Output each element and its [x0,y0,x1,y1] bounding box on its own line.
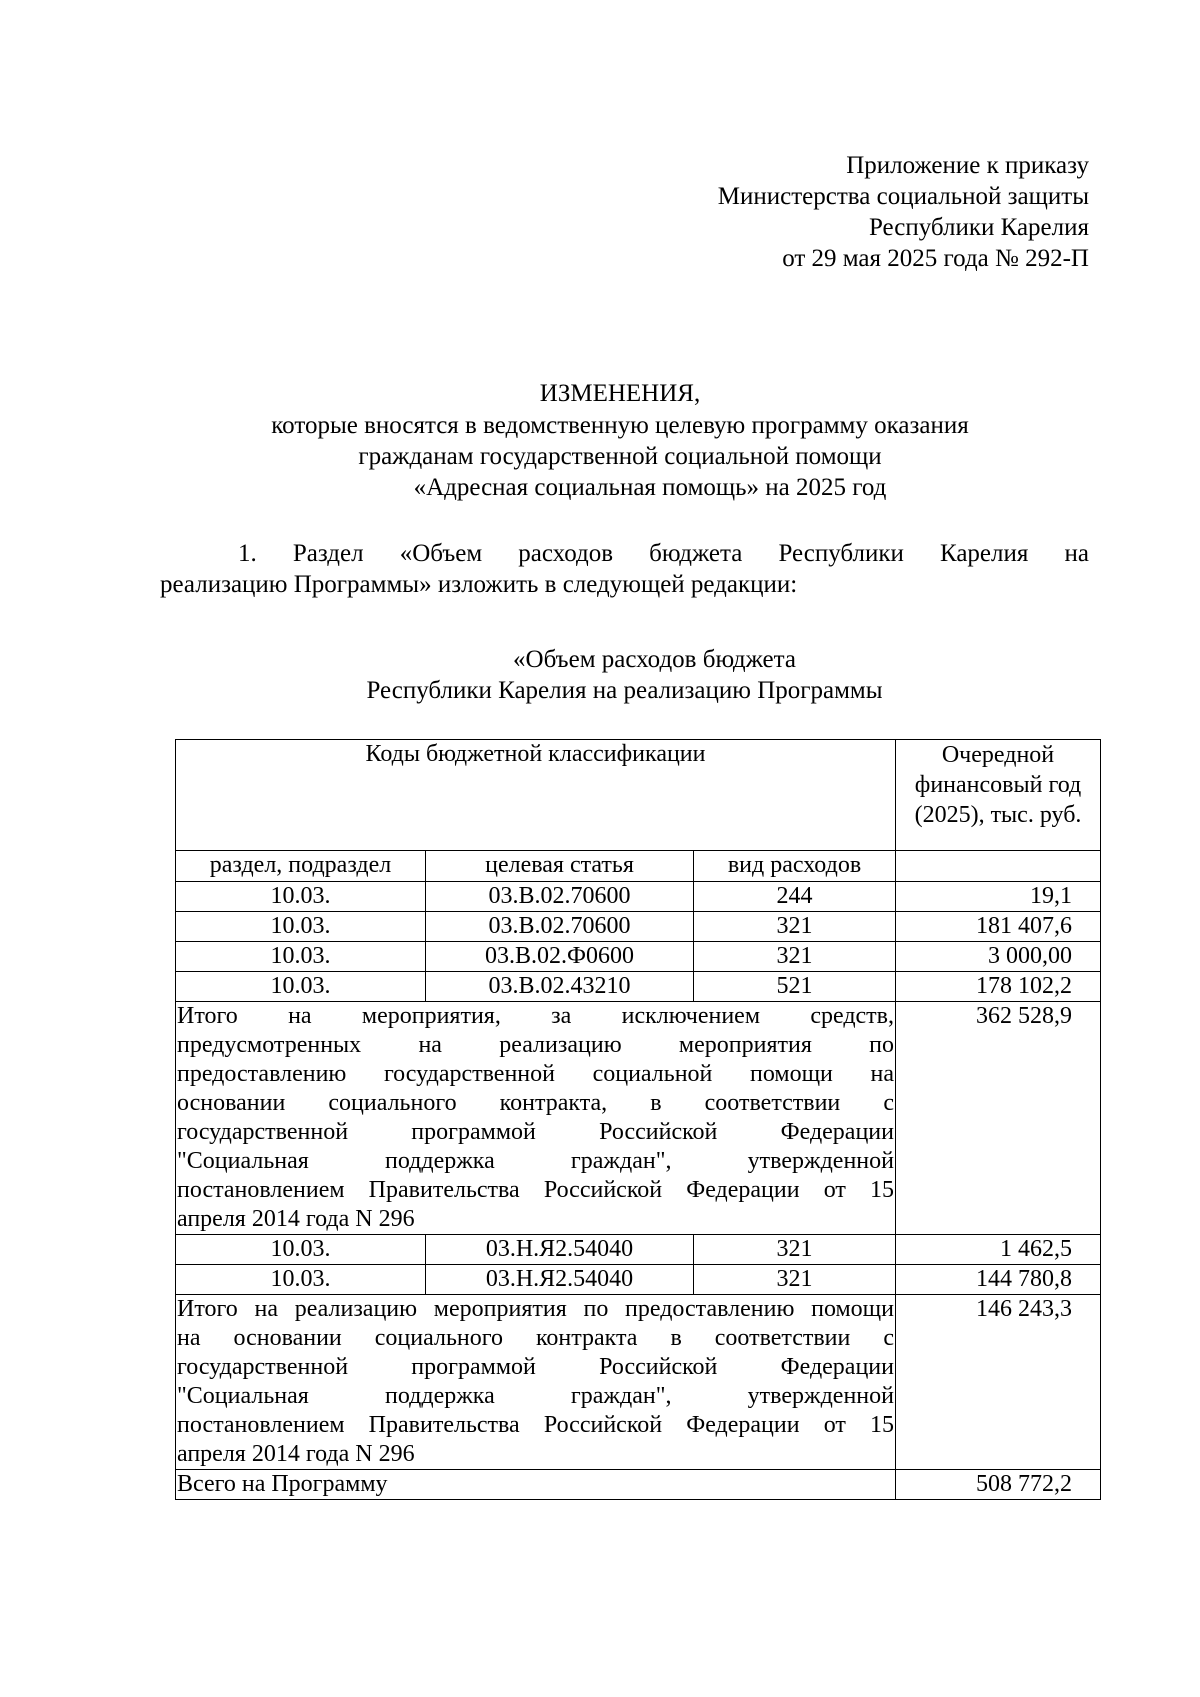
subtotal-line: "Социальная поддержка граждан", утвержденной [177,1148,894,1174]
caption-line: Республики Карелия на реализацию Программы [366,677,883,704]
table-column-row [176,851,1101,882]
subtotal-row [176,1002,1101,1235]
table-row [176,912,1101,942]
subtotal-line: основании социального контракта, в соответствии с [177,1090,894,1116]
cell-type: 321 [694,1235,896,1265]
subtotal-line: Итого на мероприятия, за исключением средств, [177,1003,894,1029]
section-word: «Объем [399,540,483,567]
cell-section: 10.03. [176,1265,426,1295]
cell-type: 244 [694,882,896,912]
subtotal-line: постановлением Правительства Российской Федерации от 15 [177,1412,894,1438]
cell-section: 10.03. [176,1235,426,1265]
cell-amount: 178 102,2 [896,972,1101,1002]
subtotal-line: предусмотренных на реализацию мероприятия по [177,1032,894,1058]
cell-type: 321 [694,1265,896,1295]
subtotal-line: предоставлению государственной социальной помощи на [177,1061,894,1087]
appendix-block [718,150,1089,274]
column-header: целевая статья [426,851,694,882]
subtotal-row [176,1295,1101,1470]
cell-amount: 3 000,00 [896,942,1101,972]
section-number: 1. [238,540,257,567]
subtotal-line: Итого на реализацию мероприятия по предоставлению помощи [177,1296,894,1322]
table-row [176,1265,1101,1295]
caption-line: «Объем расходов бюджета [513,646,796,673]
title-heading: ИЗМЕНЕНИЯ, [539,380,701,407]
appendix-order-date: от 29 мая 2025 года № 292-П [782,245,1089,272]
section-line-2: реализацию Программы» изложить в следующей редакции: [160,571,798,598]
cell-article: 03.В.02.Ф0600 [426,942,694,972]
subtotal-amount: 362 528,9 [896,1002,1101,1235]
section-word: Республики [778,540,904,567]
section-paragraph [160,538,1089,600]
subtotal-line: апреля 2014 года N 296 [177,1441,415,1467]
document-title [160,378,1080,503]
cell-section: 10.03. [176,972,426,1002]
cell-type: 321 [694,942,896,972]
table-row [176,882,1101,912]
column-header: вид расходов [694,851,896,882]
appendix-line: Республики Карелия [868,214,1089,241]
subtotal-description [176,1295,896,1470]
cell-amount: 1 462,5 [896,1235,1101,1265]
cell-article: 03.В.02.70600 [426,882,694,912]
cell-amount: 19,1 [896,882,1101,912]
table-row [176,1235,1101,1265]
budget-table [175,739,1101,1500]
subtotal-line: "Социальная поддержка граждан", утвержденной [177,1383,894,1409]
subtotal-description [176,1002,896,1235]
title-line: которые вносятся в ведомственную целевую программу оказания [271,412,969,439]
cell-article: 03.Н.Я2.54040 [426,1265,694,1295]
total-label: Всего на Программу [176,1470,896,1500]
section-line-1 [160,538,1089,569]
section-word: на [1064,540,1089,567]
cell-type: 321 [694,912,896,942]
table-caption [160,644,1089,706]
section-word: Карелия [939,540,1029,567]
section-word: бюджета [649,540,743,567]
total-amount: 508 772,2 [896,1470,1101,1500]
cell-section: 10.03. [176,882,426,912]
appendix-line: Министерства социальной защиты [717,183,1089,210]
subtotal-line: постановлением Правительства Российской Федерации от 15 [177,1177,894,1203]
cell-article: 03.Н.Я2.54040 [426,1235,694,1265]
title-line: гражданам государственной социальной помощи [358,443,882,470]
cell-article: 03.В.02.43210 [426,972,694,1002]
appendix-line: Приложение к приказу [846,152,1089,179]
column-header-empty [896,851,1101,882]
cell-type: 521 [694,972,896,1002]
subtotal-line: государственной программой Российской Федерации [177,1354,894,1380]
header-codes: Коды бюджетной классификации [176,740,896,851]
section-word: Раздел [292,540,364,567]
table-row [176,972,1101,1002]
cell-amount: 181 407,6 [896,912,1101,942]
subtotal-line: государственной программой Российской Федерации [177,1119,894,1145]
table-header-row [176,740,1101,851]
section-word: расходов [518,540,614,567]
cell-section: 10.03. [176,912,426,942]
column-header: раздел, подраздел [176,851,426,882]
cell-amount: 144 780,8 [896,1265,1101,1295]
subtotal-line: на основании социального контракта в соответствии с [177,1325,894,1351]
cell-section: 10.03. [176,942,426,972]
cell-article: 03.В.02.70600 [426,912,694,942]
subtotal-amount: 146 243,3 [896,1295,1101,1470]
header-amount: Очередной финансовый год (2025), тыс. руб. [896,740,1101,851]
title-line: «Адресная социальная помощь» на 2025 год [413,474,887,501]
subtotal-line: апреля 2014 года N 296 [177,1206,415,1232]
total-row [176,1470,1101,1500]
table-row [176,942,1101,972]
